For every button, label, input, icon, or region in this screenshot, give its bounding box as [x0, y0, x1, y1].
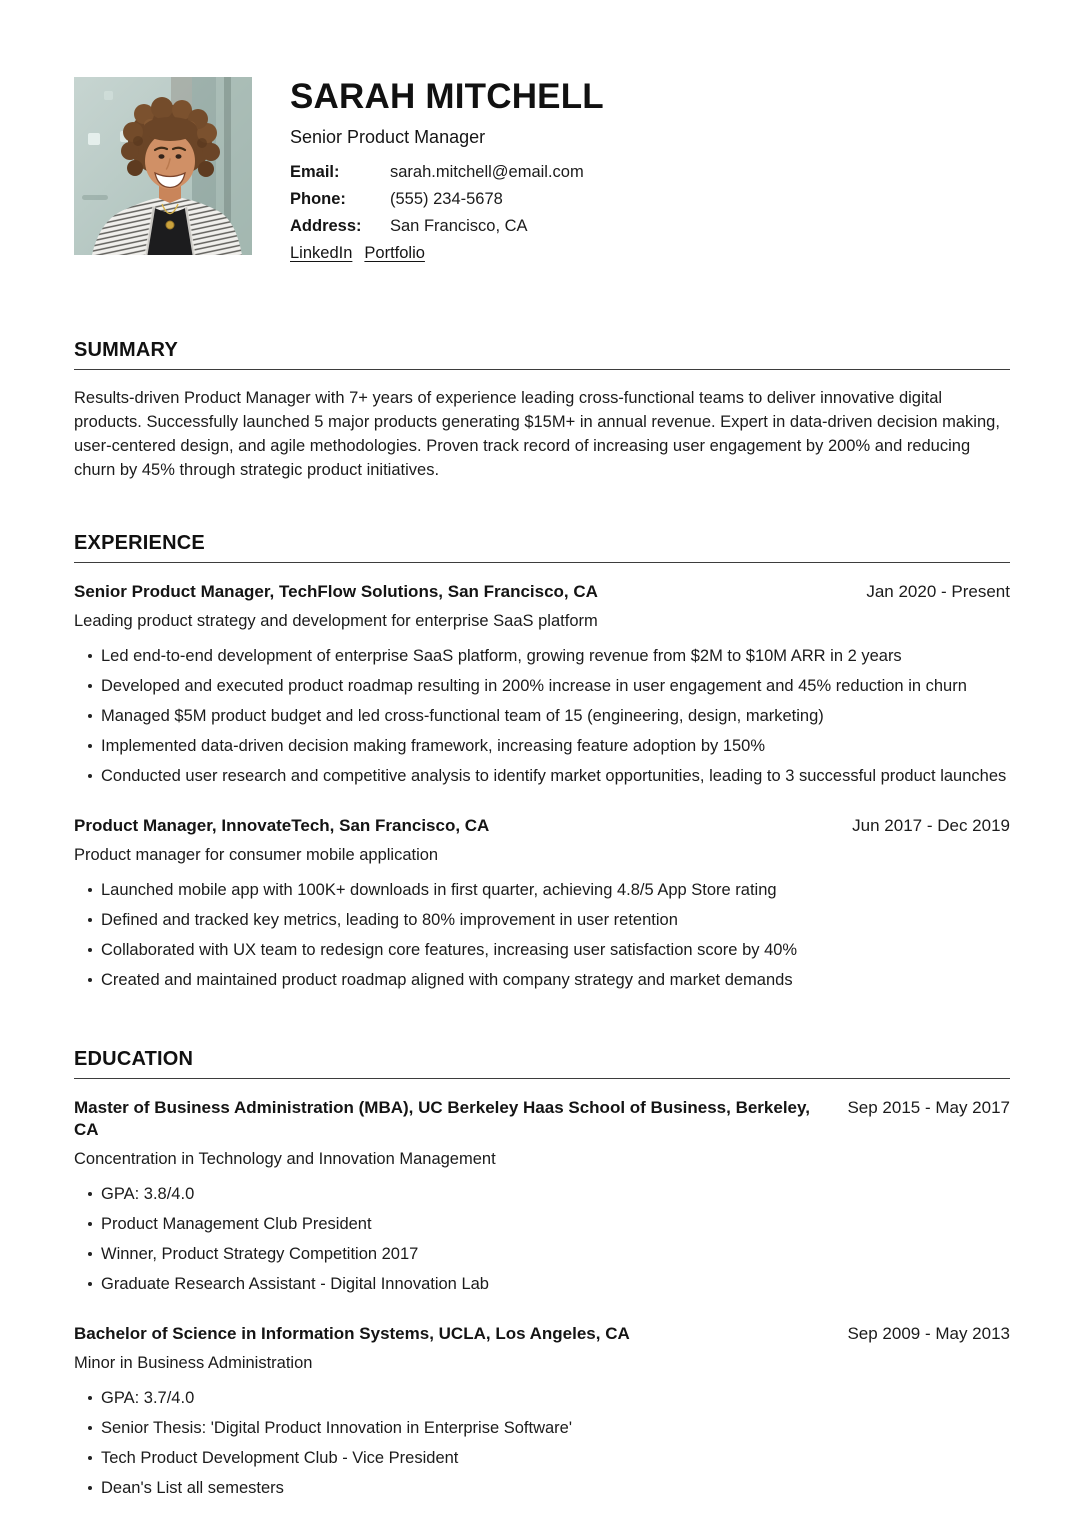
person-job-title: Senior Product Manager: [290, 127, 486, 147]
summary-section: [74, 339, 1010, 482]
portfolio-link[interactable]: Portfolio: [364, 244, 425, 262]
contact-row-email: [290, 163, 604, 182]
entry-header: [74, 1097, 1010, 1141]
entry-title: Senior Product Manager, TechFlow Solutions, San Francisco, CA: [74, 582, 598, 601]
profile-photo: [74, 77, 252, 255]
entry-subtitle: Minor in Business Administration: [74, 1354, 313, 1372]
entry-title: Master of Business Administration (MBA), UC Berkeley Haas School of Business, Berkeley, CA: [74, 1098, 810, 1139]
entry-title: Bachelor of Science in Information Systems, UCLA, Los Angeles, CA: [74, 1324, 630, 1343]
phone-label: Phone:: [290, 190, 346, 208]
entry-bullets: [74, 1387, 1010, 1500]
person-name: SARAH MITCHELL: [290, 77, 604, 116]
experience-heading: EXPERIENCE: [74, 532, 1010, 563]
contact-info: [290, 163, 604, 236]
entry-header: [74, 815, 1010, 837]
bullet-item: Collaborated with UX team to redesign core features, increasing user satisfaction score by 40%: [74, 939, 1010, 962]
summary-heading: SUMMARY: [74, 339, 1010, 370]
bullet-item: Implemented data-driven decision making framework, increasing feature adoption by 150%: [74, 735, 1010, 758]
entry-dates: Jan 2020 - Present: [866, 582, 1010, 601]
education-entry: [74, 1323, 1010, 1500]
entry-bullets: [74, 1183, 1010, 1296]
email-label: Email:: [290, 163, 340, 181]
header-text-block: [290, 77, 604, 263]
bullet-item: Defined and tracked key metrics, leading to 80% improvement in user retention: [74, 909, 1010, 932]
bullet-item: Winner, Product Strategy Competition 2017: [74, 1243, 1010, 1266]
entry-title: Product Manager, InnovateTech, San Francisco, CA: [74, 816, 490, 835]
entry-bullets: [74, 645, 1010, 788]
entry-dates: Sep 2015 - May 2017: [847, 1098, 1010, 1117]
education-heading: EDUCATION: [74, 1048, 1010, 1079]
bullet-item: Senior Thesis: 'Digital Product Innovation in Enterprise Software': [74, 1417, 1010, 1440]
entry-dates: Jun 2017 - Dec 2019: [852, 816, 1010, 835]
experience-entry: [74, 815, 1010, 992]
profile-photo-illustration: [74, 77, 252, 255]
entry-header: [74, 1323, 1010, 1345]
header-links: [290, 244, 604, 263]
bullet-item: Product Management Club President: [74, 1213, 1010, 1236]
entry-dates: Sep 2009 - May 2013: [847, 1324, 1010, 1343]
bullet-item: Managed $5M product budget and led cross-functional team of 15 (engineering, design, marketing): [74, 705, 1010, 728]
entry-subtitle: Product manager for consumer mobile application: [74, 846, 439, 864]
resume-header: [74, 77, 1010, 263]
bullet-item: Developed and executed product roadmap resulting in 200% increase in user engagement and 45% reduction in churn: [74, 675, 1010, 698]
bullet-item: Created and maintained product roadmap aligned with company strategy and market demands: [74, 969, 1010, 992]
address-label: Address:: [290, 217, 362, 235]
linkedin-link[interactable]: LinkedIn: [290, 244, 353, 262]
bullet-item: Tech Product Development Club - Vice President: [74, 1447, 1010, 1470]
summary-text: Results-driven Product Manager with 7+ years of experience leading cross-functional teams to deliver innovative digital products. Successfully launched 5 major products generating $15M+ in annual revenue. Expert in data-driven decision making, user-centered design, and agile methodologies. Proven track record of increasing user engagement by 200% and reducing churn by 45% through strategic product initiatives.: [74, 389, 1000, 479]
education-section: [74, 1048, 1010, 1500]
bullet-item: Conducted user research and competitive analysis to identify market opportunities, leading to 3 successful product launches: [74, 765, 1010, 788]
experience-section: [74, 532, 1010, 992]
address-value: San Francisco, CA: [390, 217, 528, 235]
entry-subtitle: Leading product strategy and development for enterprise SaaS platform: [74, 612, 598, 630]
entry-header: [74, 581, 1010, 603]
email-value: sarah.mitchell@email.com: [390, 163, 584, 181]
bullet-item: GPA: 3.8/4.0: [74, 1183, 1010, 1206]
bullet-item: Dean's List all semesters: [74, 1477, 1010, 1500]
entry-bullets: [74, 879, 1010, 992]
bullet-item: Graduate Research Assistant - Digital Innovation Lab: [74, 1273, 1010, 1296]
entry-subtitle: Concentration in Technology and Innovation Management: [74, 1150, 496, 1168]
education-entry: [74, 1097, 1010, 1296]
contact-row-phone: [290, 190, 604, 209]
contact-row-address: [290, 217, 604, 236]
bullet-item: GPA: 3.7/4.0: [74, 1387, 1010, 1410]
bullet-item: Led end-to-end development of enterprise SaaS platform, growing revenue from $2M to $10M ARR in 2 years: [74, 645, 1010, 668]
experience-entry: [74, 581, 1010, 788]
bullet-item: Launched mobile app with 100K+ downloads in first quarter, achieving 4.8/5 App Store rating: [74, 879, 1010, 902]
phone-value: (555) 234-5678: [390, 190, 503, 208]
